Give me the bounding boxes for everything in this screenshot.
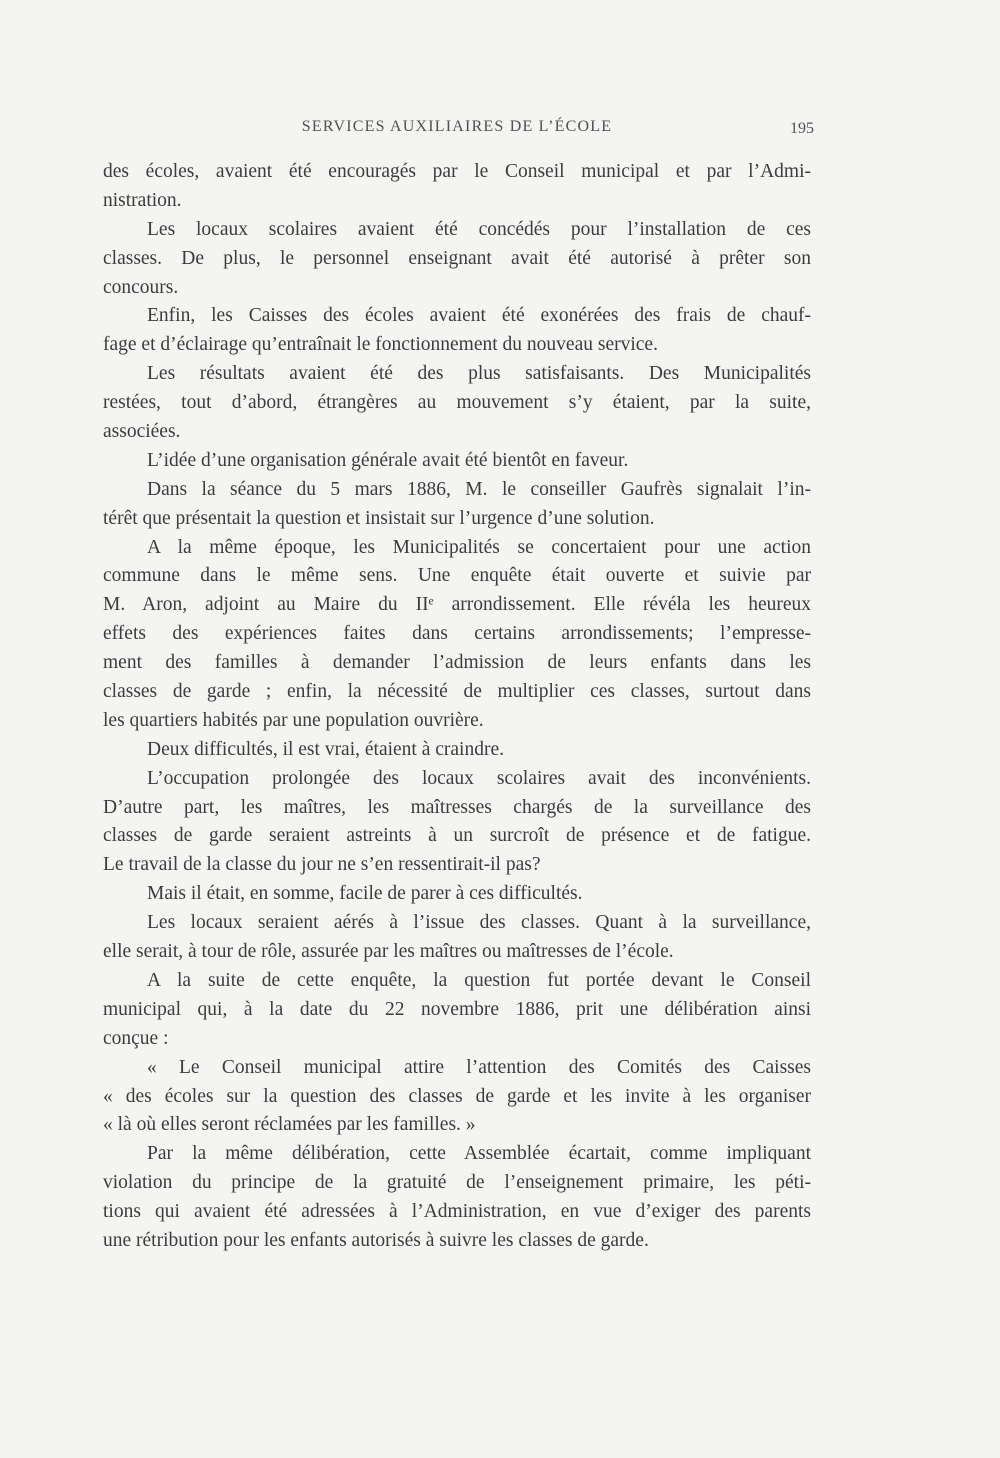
- text-line: effets des expériences faites dans certains arrondissements; l’empresse-: [103, 623, 811, 645]
- text-line: classes de garde ; enfin, la nécessité de multiplier ces classes, surtout dans: [103, 681, 811, 703]
- text-line: « là où elles seront réclamées par les familles. »: [103, 1114, 476, 1136]
- text-line: Le travail de la classe du jour ne s’en ressentirait-il pas?: [103, 854, 541, 876]
- text-line: des écoles, avaient été encouragés par le Conseil municipal et par l’Admi-: [103, 161, 811, 182]
- text-line: Deux difficultés, il est vrai, étaient à craindre.: [147, 738, 504, 760]
- body-text: [103, 158, 811, 1256]
- text-line: fage et d’éclairage qu’entraînait le fonctionnement du nouveau service.: [103, 334, 658, 356]
- text-line: commune dans le même sens. Une enquête était ouverte et suivie par: [103, 565, 811, 587]
- text-line: « Le Conseil municipal attire l’attention des Comités des Caisses: [147, 1056, 811, 1078]
- text-line: A la même époque, les Municipalités se concertaient pour une action: [147, 536, 811, 558]
- text-line: restées, tout d’abord, étrangères au mouvement s’y étaient, par la suite,: [103, 392, 811, 414]
- text-line: les quartiers habités par une population ouvrière.: [103, 709, 484, 731]
- text-line: M. Aron, adjoint au Maire du IIᵉ arrondissement. Elle révéla les heureux: [103, 594, 811, 616]
- text-line: nistration.: [103, 189, 182, 211]
- text-line: elle serait, à tour de rôle, assurée par les maîtres ou maîtresses de l’école.: [103, 941, 674, 963]
- text-line: L’idée d’une organisation générale avait été bientôt en faveur.: [147, 449, 629, 471]
- text-line: ment des familles à demander l’admission de leurs enfants dans les: [103, 652, 811, 674]
- text-line: Les locaux seraient aérés à l’issue des classes. Quant à la surveillance,: [147, 912, 811, 934]
- text-line: associées.: [103, 421, 181, 443]
- text-line: classes. De plus, le personnel enseignant avait été autorisé à prêter son: [103, 247, 811, 269]
- page-number: 195: [790, 120, 814, 137]
- text-line: Mais il était, en somme, facile de parer à ces difficultés.: [147, 883, 583, 905]
- text-line: classes de garde seraient astreints à un surcroît de présence et de fatigue.: [103, 825, 811, 847]
- text-line: conçue :: [103, 1027, 169, 1049]
- text-line: Enfin, les Caisses des écoles avaient été exonérées des frais de chauf-: [147, 305, 811, 327]
- text-line: violation du principe de la gratuité de l’enseignement primaire, les péti-: [103, 1172, 811, 1194]
- text-line: Les locaux scolaires avaient été concédés pour l’installation de ces: [147, 218, 811, 240]
- text-line: térêt que présentait la question et insistait sur l’urgence d’une solution.: [103, 507, 655, 529]
- text-line: tions qui avaient été adressées à l’Administration, en vue d’exiger des parents: [103, 1201, 811, 1223]
- text-line: L’occupation prolongée des locaux scolaires avait des inconvénients.: [147, 767, 811, 789]
- text-line: concours.: [103, 276, 179, 298]
- text-line: Par la même délibération, cette Assemblée écartait, comme impliquant: [147, 1143, 811, 1165]
- text-line: une rétribution pour les enfants autorisés à suivre les classes de garde.: [103, 1229, 649, 1251]
- running-title: SERVICES AUXILIAIRES DE L’ÉCOLE: [301, 118, 613, 135]
- text-line: A la suite de cette enquête, la question fut portée devant le Conseil: [147, 969, 811, 991]
- text-line: « des écoles sur la question des classes de garde et les invite à les organiser: [103, 1085, 811, 1107]
- text-line: D’autre part, les maîtres, les maîtresses chargés de la surveillance des: [103, 796, 811, 818]
- text-line: Dans la séance du 5 mars 1886, M. le conseiller Gaufrès signalait l’in-: [147, 478, 811, 500]
- running-head: [104, 118, 814, 144]
- text-line: municipal qui, à la date du 22 novembre 1886, prit une délibération ainsi: [103, 998, 811, 1020]
- text-line: Les résultats avaient été des plus satisfaisants. Des Municipalités: [147, 363, 811, 385]
